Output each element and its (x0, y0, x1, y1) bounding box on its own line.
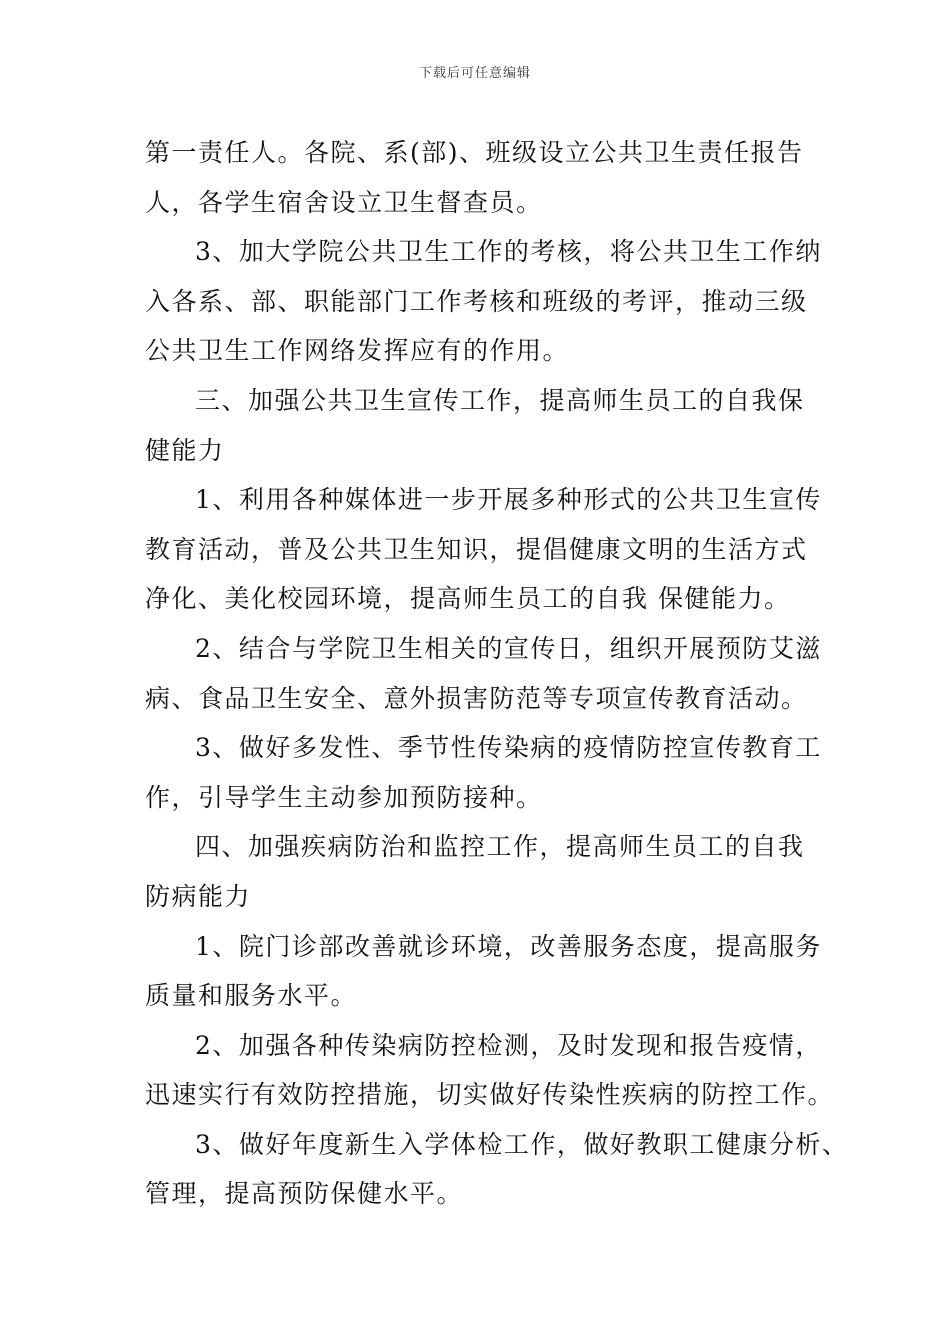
text-line: 1、院门诊部改善就诊环境，改善服务态度，提高服务 (195, 931, 822, 961)
text-line: 公共卫生工作网络发挥应有的作用。 (145, 336, 570, 366)
text-line: 2、加强各种传染病防控检测，及时发现和报告疫情， (195, 1030, 822, 1060)
text-line: 病、食品卫生安全、意外损害防范等专项宣传教育活动。 (145, 683, 808, 713)
text-line: 入各系、部、职能部门工作考核和班级的考评，推动三级 (145, 286, 808, 316)
text-line: 第一责任人。各院、系(部)、班级设立公共卫生责任报告 (145, 138, 804, 167)
text-line: 净化、美化校园环境，提高师生员工的自我 保健能力。 (145, 584, 791, 614)
text-line: 1、利用各种媒体进一步开展多种形式的公共卫生宣传 (195, 485, 822, 515)
section-heading-line: 健能力 (145, 435, 225, 465)
text-line: 教育活动，普及公共卫生知识，提倡健康文明的生活方式 (145, 534, 808, 564)
text-line: 迅速实行有效防控措施，切实做好传染性疾病的防控工作。 (145, 1080, 835, 1110)
text-line: 3、加大学院公共卫生工作的考核，将公共卫生工作纳 (195, 237, 822, 267)
text-line: 3、做好年度新生入学体检工作，做好教职工健康分析、 (195, 1129, 849, 1159)
document-body (145, 128, 849, 1219)
text-line: 管理，提高预防保健水平。 (145, 1179, 464, 1209)
text-line: 人，各学生宿舍设立卫生督查员。 (145, 187, 543, 217)
text-line: 作，引导学生主动参加预防接种。 (145, 782, 543, 812)
text-line: 3、做好多发性、季节性传染病的疫情防控宣传教育工 (195, 733, 822, 763)
page-header-note: 下载后可任意编辑 (418, 66, 531, 81)
section-heading-line: 四、加强疾病防治和监控工作，提高师生员工的自我 (195, 832, 805, 862)
section-heading-line: 三、加强公共卫生宣传工作，提高师生员工的自我保 (195, 385, 805, 415)
text-line: 质量和服务水平。 (145, 981, 358, 1011)
text-line: 2、结合与学院卫生相关的宣传日，组织开展预防艾滋 (195, 633, 822, 663)
section-heading-line: 防病能力 (145, 881, 252, 911)
